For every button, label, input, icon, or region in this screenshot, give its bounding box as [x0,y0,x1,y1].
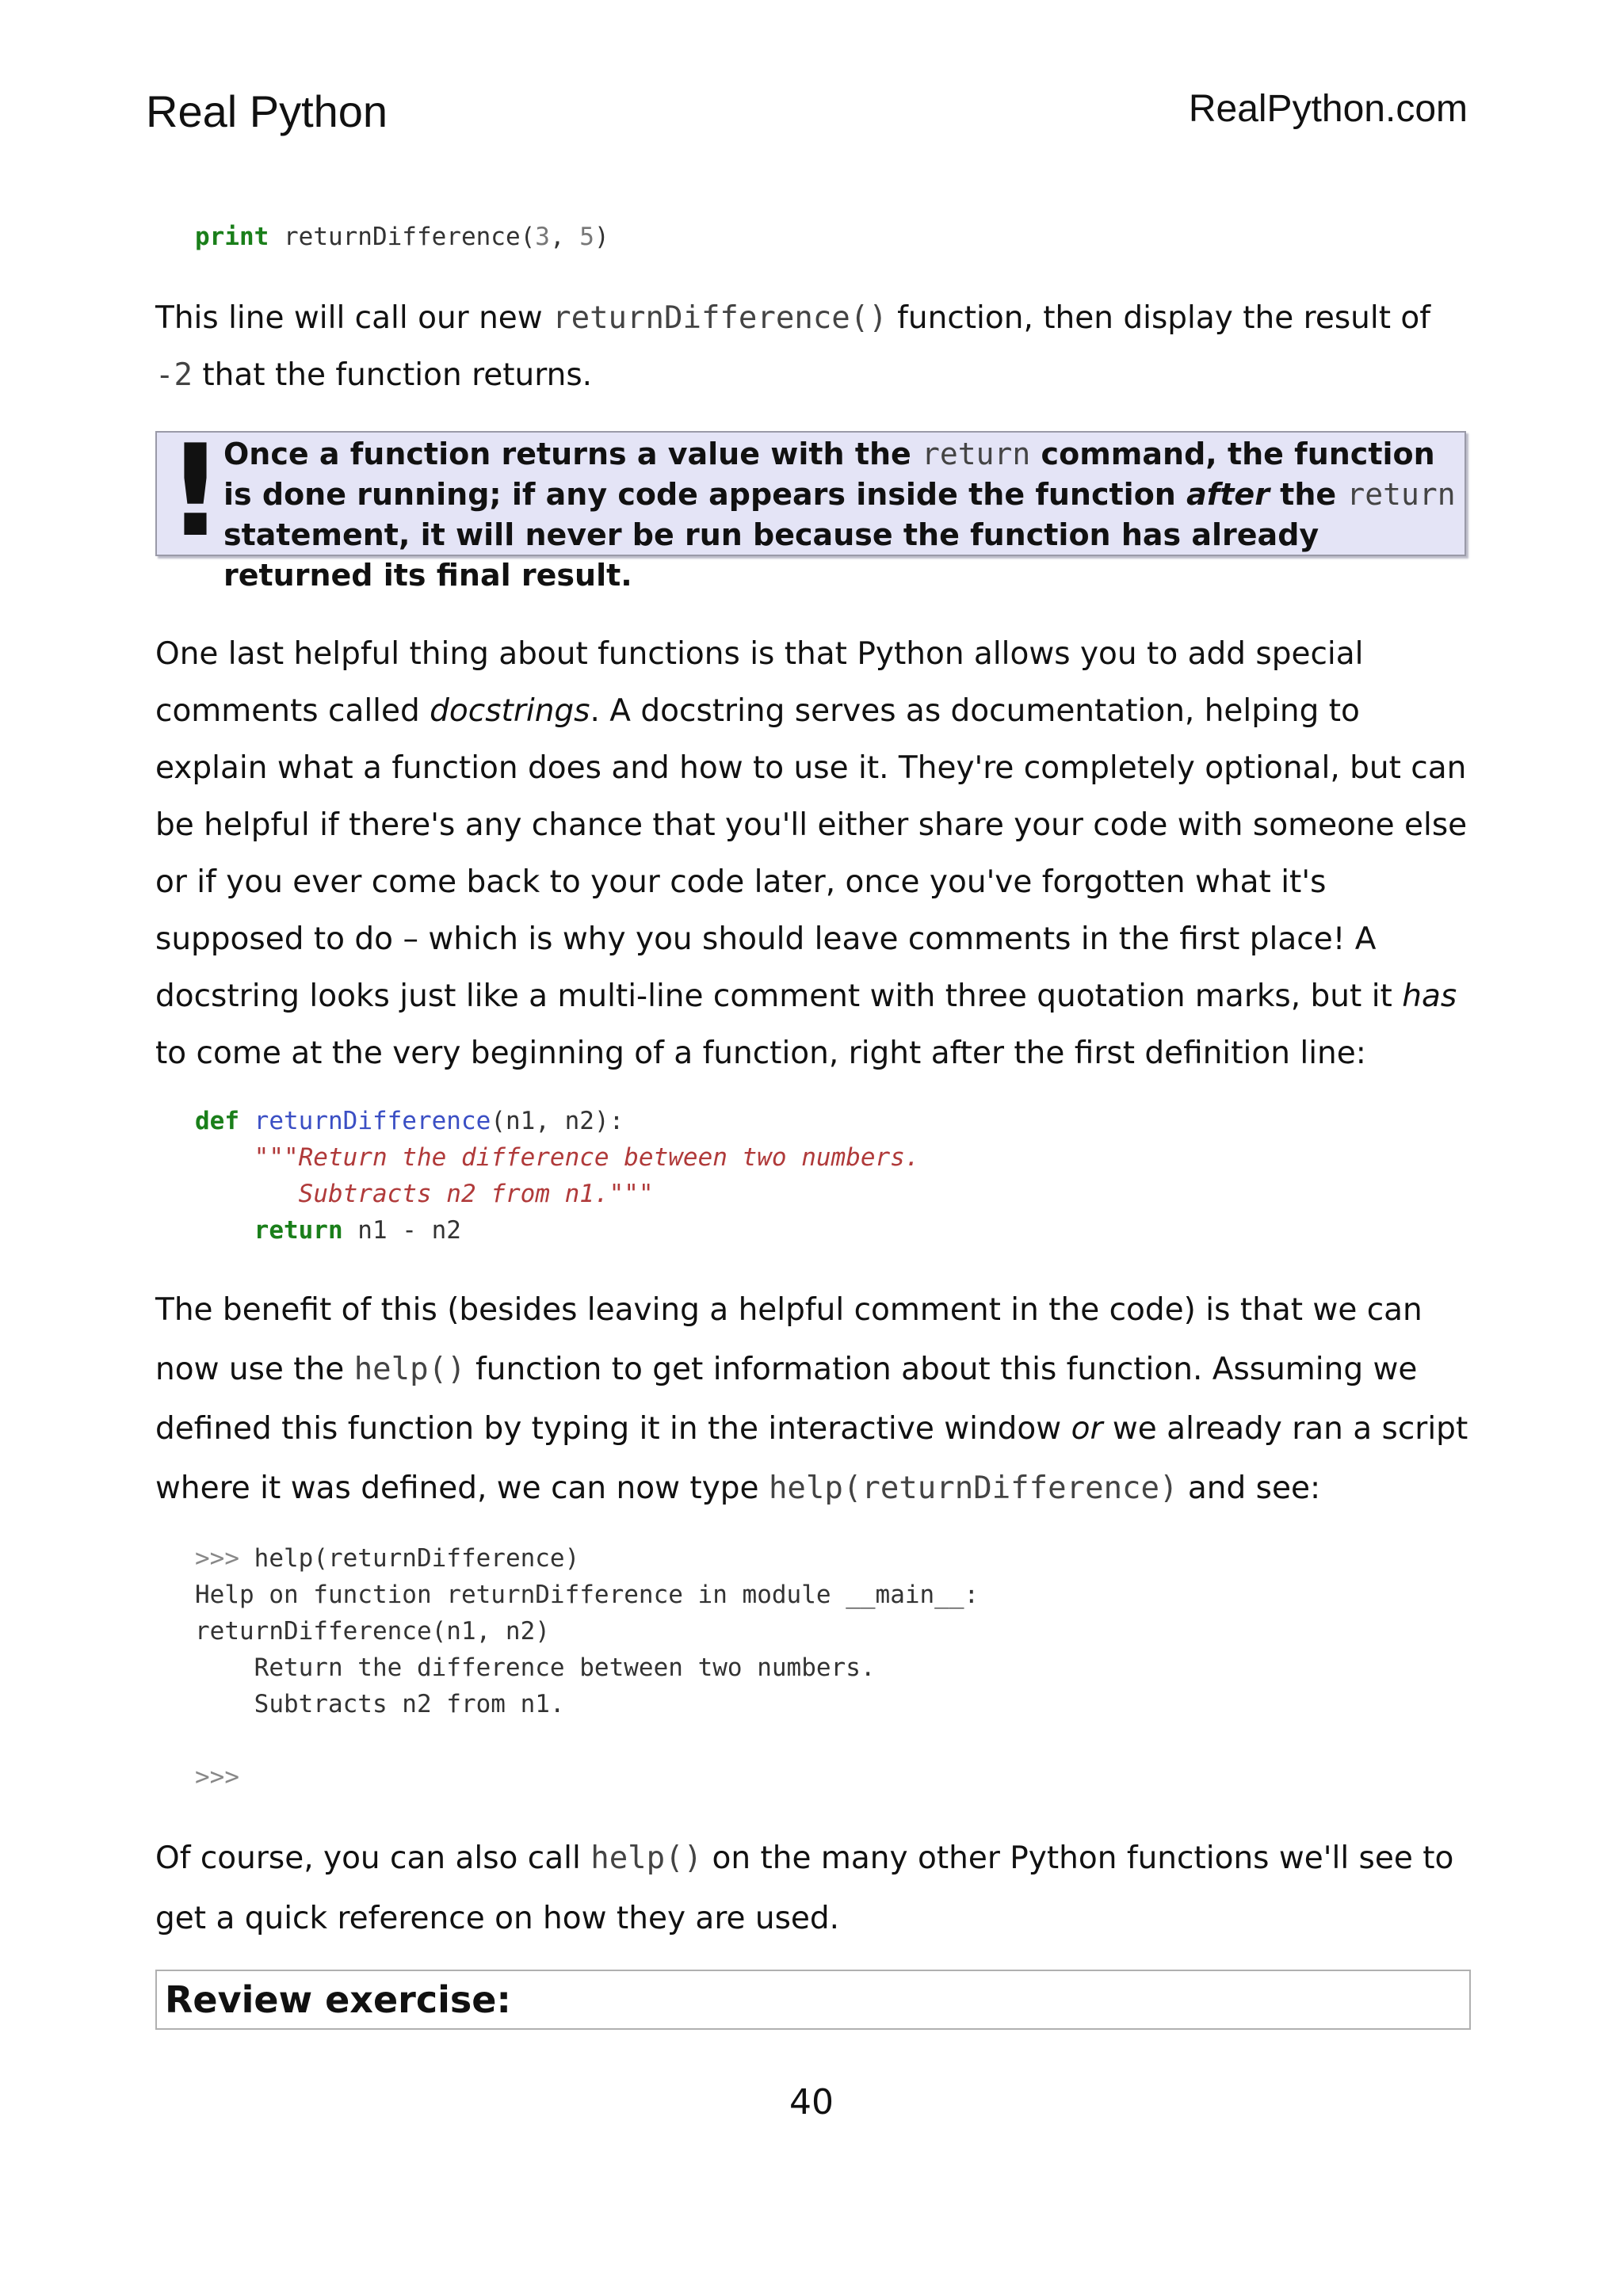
page-number: 40 [789,2082,834,2122]
paragraph-help-function [155,1280,1471,1518]
text: . A docstring serves as documentation, helping to explain what a function does and how to use it. They're completely optional, but can be helpful if there's any chance that you'll either share your code with someone else or if you ever come back to your code later, once you've forgotten what it's supposed to do – which is why you should leave comments in the first place! A docstring looks just like a multi-line comment with three quotation marks, but it [155,693,1468,1014]
text: One last helpful thing about functions is that Python allows you to add special comments called [155,636,1364,729]
code-text: ) [594,223,609,251]
code-docstring: """Return the difference between two numbers. [254,1143,920,1172]
text: The benefit of this (besides leaving a helpful comment in the code) is that we can now use the [155,1292,1423,1387]
code-function-name: returnDifference [254,1107,491,1135]
inline-code: help(returnDifference) [768,1470,1178,1506]
text: that the function returns. [192,357,593,393]
code-text: , [549,223,580,251]
text: statement, it will never be run because the function has already returned its final result. [223,517,1319,593]
code-keyword: print [195,223,269,251]
paragraph-docstrings [155,626,1471,1082]
code-text: help(returnDifference) [239,1544,580,1573]
warning-note [155,417,1466,593]
inline-code: return [922,437,1031,471]
code-docstring-example [195,1103,920,1249]
inline-code: help() [353,1352,466,1387]
code-text: returnDifference(n1, n2) [195,1617,550,1646]
text: This line will call our new [155,300,553,336]
code-keyword: return [254,1216,343,1245]
code-number: 5 [579,223,594,251]
code-text: n1 - n2 [342,1216,461,1245]
exclamation-icon: ! [166,417,224,565]
text: Of course, you can also call [155,1840,591,1876]
inline-code: -2 [155,357,193,393]
inline-code: returnDifference() [552,300,888,336]
text: and see: [1178,1470,1321,1506]
code-keyword: def [195,1107,239,1135]
text: command, the function is done running; if any code appears inside the function [223,437,1435,512]
code-prompt: >>> [195,1763,239,1791]
emphasis: after [1186,477,1270,512]
code-text: returnDifference( [269,223,536,251]
code-prompt: >>> [195,1544,239,1573]
text: the [1269,477,1347,512]
text: to come at the very beginning of a function, right after the first definition line: [155,1035,1366,1071]
code-text: Subtracts n2 from n1. [254,1690,565,1718]
header-site: RealPython.com [1188,88,1468,130]
paragraph-help-other-functions [155,1829,1471,1949]
text: on the many other Python functions we'll see to get a quick reference on how they are used. [155,1840,1454,1936]
text: function, then display the result of [887,300,1430,336]
emphasis: docstrings [430,693,590,729]
inline-code: help() [590,1840,703,1876]
code-text: Return the difference between two numbers. [254,1653,876,1682]
emphasis: or [1071,1411,1103,1447]
text: we already ran a script where it was defined, we can now type [155,1411,1468,1506]
header-title: Real Python [146,86,388,136]
emphasis: has [1402,978,1457,1014]
code-docstring: Subtracts n2 from n1.""" [298,1180,654,1208]
code-number: 3 [535,223,550,251]
inline-code: return [1346,477,1456,512]
text: Once a function returns a value with the [223,437,922,471]
code-help-output [195,1540,979,1795]
code-text: Help on function returnDifference in module __main__: [195,1581,980,1609]
text: function to get information about this function. Assuming we defined this function by typing it in the interactive window [155,1352,1418,1447]
code-print-call [195,219,609,255]
review-exercise-heading: Review exercise: [155,1970,1471,2030]
code-text: (n1, n2): [491,1107,624,1135]
warning-note-text [223,434,1465,596]
paragraph-call-explanation [155,290,1471,404]
